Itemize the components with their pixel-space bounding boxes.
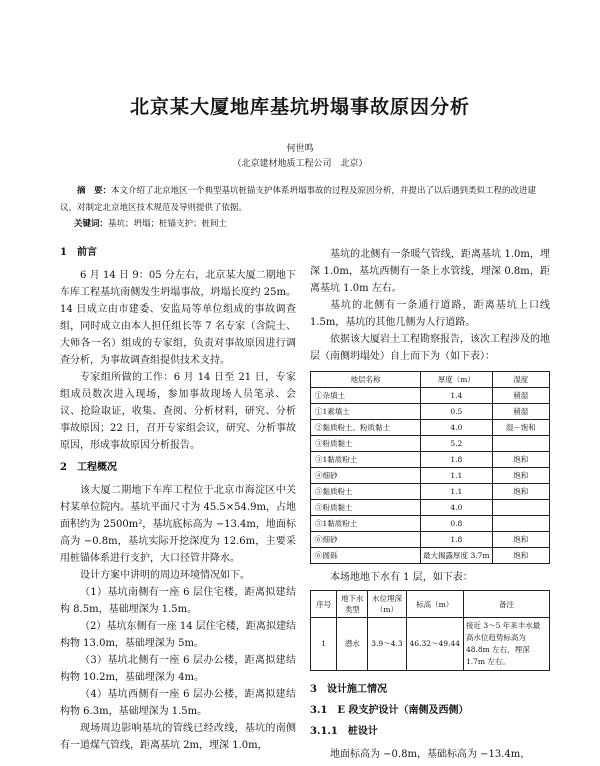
table-cell: ④细砂 — [311, 468, 421, 484]
table-cell: 稍湿 — [492, 404, 549, 420]
table-row — [311, 452, 550, 468]
table-cell — [492, 436, 549, 452]
list-item: （4）基坑西侧有一座 6 层办公楼，距离拟建结构物 6.3m，基础埋深为 1.5m。 — [60, 689, 296, 717]
list-item: （1）基坑南侧有一座 6 层住宅楼，距离拟建结构 8.5m，基础埋深为 1.5m。 — [60, 587, 296, 615]
water-table-caption: 本场地地下水有 1 层，如下表： — [330, 572, 473, 583]
table-cell: 0.8 — [420, 516, 492, 532]
table-cell — [492, 500, 549, 516]
table-cell: 0.5 — [420, 404, 492, 420]
table-header-row — [311, 591, 550, 618]
table-row — [311, 420, 550, 436]
table-header-cell: 备注 — [463, 591, 549, 618]
table-cell: 湿－饱和 — [492, 420, 549, 436]
paragraph: 设计方案中讲明的周边环境情况如下。 — [80, 570, 250, 581]
table-header-cell: 湿度 — [492, 372, 549, 388]
table-cell: 4.0 — [420, 500, 492, 516]
table-cell: ⑤1黏质粉土 — [311, 516, 421, 532]
section-heading-2: 2 工程概况 — [60, 462, 117, 473]
table-cell: 稍湿 — [492, 388, 549, 404]
list-item: （2）基坑东侧有一座 14 层住宅楼，距离拟建结构物 13.0m，基础埋深为 5m。 — [60, 621, 296, 649]
table-cell: ②黏质粉土、粉质黏土 — [311, 420, 421, 436]
paragraph: 该大厦二期地下车库工程位于北京市海淀区中关村某单位院内。基坑平面尺寸为 45.5×54.9m，占地面积约为 2500m²，基坑底标高为 −13.4m，地面标高为 −0.8m，基坑实际开挖深度为 12.6m，主要采用桩锚体系进行支护，大口径管井降水。 — [60, 485, 296, 564]
table-cell: 1.8 — [420, 452, 492, 468]
table-row — [311, 500, 550, 516]
paragraph: 基坑的北侧有一条通行道路，距离基坑上口线 1.5m，基坑的其他几侧为人行道路。 — [310, 300, 550, 328]
table-header-cell: 地层名称 — [311, 372, 421, 388]
abstract-label: 摘 要： — [77, 186, 112, 196]
section-heading-3: 3 设计施工情况 — [310, 684, 387, 695]
affiliation: （北京建材地质工程公司 北京） — [232, 159, 368, 169]
paragraph: 依据该大厦岩土工程勘察报告，该次工程涉及的地层（南侧坍塌处）自上而下为（如下表）： — [310, 334, 550, 362]
abstract — [60, 183, 550, 217]
keywords-text: 基坑；坍塌；桩锚支护；桩间土 — [108, 219, 228, 229]
table-cell: 1.8 — [420, 532, 492, 548]
table-header-cell: 标高（m） — [406, 591, 463, 618]
table-header-cell: 水位埋深（m） — [368, 591, 406, 618]
subsubsection-heading: 3.1.1 桩设计 — [310, 726, 378, 737]
list-item: （3）基坑北侧有一座 6 层办公楼，距离拟建结构物 10.2m，基础埋深为 4m。 — [60, 655, 296, 683]
table-cell: 潜水 — [337, 618, 368, 671]
table-header-cell: 地下水类型 — [337, 591, 368, 618]
paragraph: 基坑的北侧有一条暖气管线，距离基坑 1.0m，埋深 1.0m，基坑西侧有一条上水管线，埋深 0.8m，距离基坑 1.0m 左右。 — [310, 249, 550, 294]
table-cell: 饱和 — [492, 532, 549, 548]
table-cell: 5.2 — [420, 436, 492, 452]
paragraph: 专家组所做的工作：6 月 14 日至 21 日，专家组成员数次进入现场，参加事故现场人员笔录、会议、抢险取证，收集、查阅、分析材料，研究、分析事故原因；22 日，召开专家组会议，研究、分析事故原因，形成事故原因分析报告。 — [60, 372, 296, 451]
table-header-cell: 厚度（m） — [420, 372, 492, 388]
table-row — [311, 532, 550, 548]
table-cell: 最大揭露厚度 3.7m — [420, 548, 492, 564]
table-row — [311, 404, 550, 420]
keywords-label: 关键词： — [74, 219, 109, 229]
subsection-heading: 3.1 E 段支护设计（南侧及西侧） — [310, 705, 469, 716]
table-cell: ③粉质黏土 — [311, 436, 421, 452]
left-column — [60, 246, 296, 754]
table-cell: 1.1 — [420, 484, 492, 500]
table-row — [311, 484, 550, 500]
table-row — [311, 436, 550, 452]
table-cell: 3.9～4.3 — [368, 618, 406, 671]
table-cell: ③1黏质粉土 — [311, 452, 421, 468]
table-header-row — [311, 372, 550, 388]
paragraph: 地面标高为 −0.8m，基础标高为 −13.4m， — [330, 749, 531, 760]
paper-title: 北京某大厦地库基坑坍塌事故原因分析 — [129, 96, 470, 118]
table-cell: 1.4 — [420, 388, 492, 404]
table-cell: 1.1 — [420, 468, 492, 484]
table-cell: 饱和 — [492, 484, 549, 500]
right-column — [310, 246, 550, 763]
table-cell: ⑤粉质黏土 — [311, 500, 421, 516]
table-row — [311, 516, 550, 532]
table-row — [311, 618, 550, 671]
table-row — [311, 468, 550, 484]
water-table — [310, 590, 550, 671]
table-cell: 4.0 — [420, 420, 492, 436]
section-heading-1: 1 前言 — [60, 247, 97, 258]
table-header-cell: 序号 — [311, 591, 337, 618]
table-row — [311, 548, 550, 564]
table-cell: 饱和 — [492, 548, 549, 564]
paragraph: 现场周边影响基坑的管线已经改线，基坑的南侧有一道煤气管线，距离基坑 2m，埋深 1.0m， — [60, 723, 296, 751]
strata-table — [310, 371, 550, 564]
table-cell: 接近 3～5 年来丰水最高水位趋势标高为 48.8m 左右，埋深 1.7m 左右。 — [463, 618, 549, 671]
table-row — [311, 388, 550, 404]
paragraph: 6 月 14 日 9：05 分左右，北京某大厦二期地下车库工程基坑南侧发生坍塌事故，坍塌长度约 25m。14 日成立由市建委、安监局等单位组成的事故调查组，同时成立由本人担任组长等 7 名专家（含院士、大师各一名）组成的专家组，负责对事故原因进行调查分析，为事故调查组提供技术支持。 — [60, 270, 296, 366]
table-cell: ①杂填土 — [311, 388, 421, 404]
table-cell: 饱和 — [492, 452, 549, 468]
table-cell — [492, 516, 549, 532]
table-cell: ⑥圆砾 — [311, 548, 421, 564]
table-cell: 饱和 — [492, 468, 549, 484]
table-cell: 46.32～49.44 — [406, 618, 463, 671]
table-cell: ⑤黏质粉土 — [311, 484, 421, 500]
table-cell: ①1素填土 — [311, 404, 421, 420]
table-cell: ⑥细砂 — [311, 532, 421, 548]
table-cell: 1 — [311, 618, 337, 671]
keywords — [74, 217, 227, 229]
abstract-text: 本文介绍了北京地区一个典型基坑桩锚支护体系坍塌事故的过程及原因分析，并提出了以后遇到类似工程的改进建议，对制定北京地区技术规范及导则提供了依据。 — [60, 186, 537, 213]
author: 何世鸣 — [286, 144, 314, 154]
